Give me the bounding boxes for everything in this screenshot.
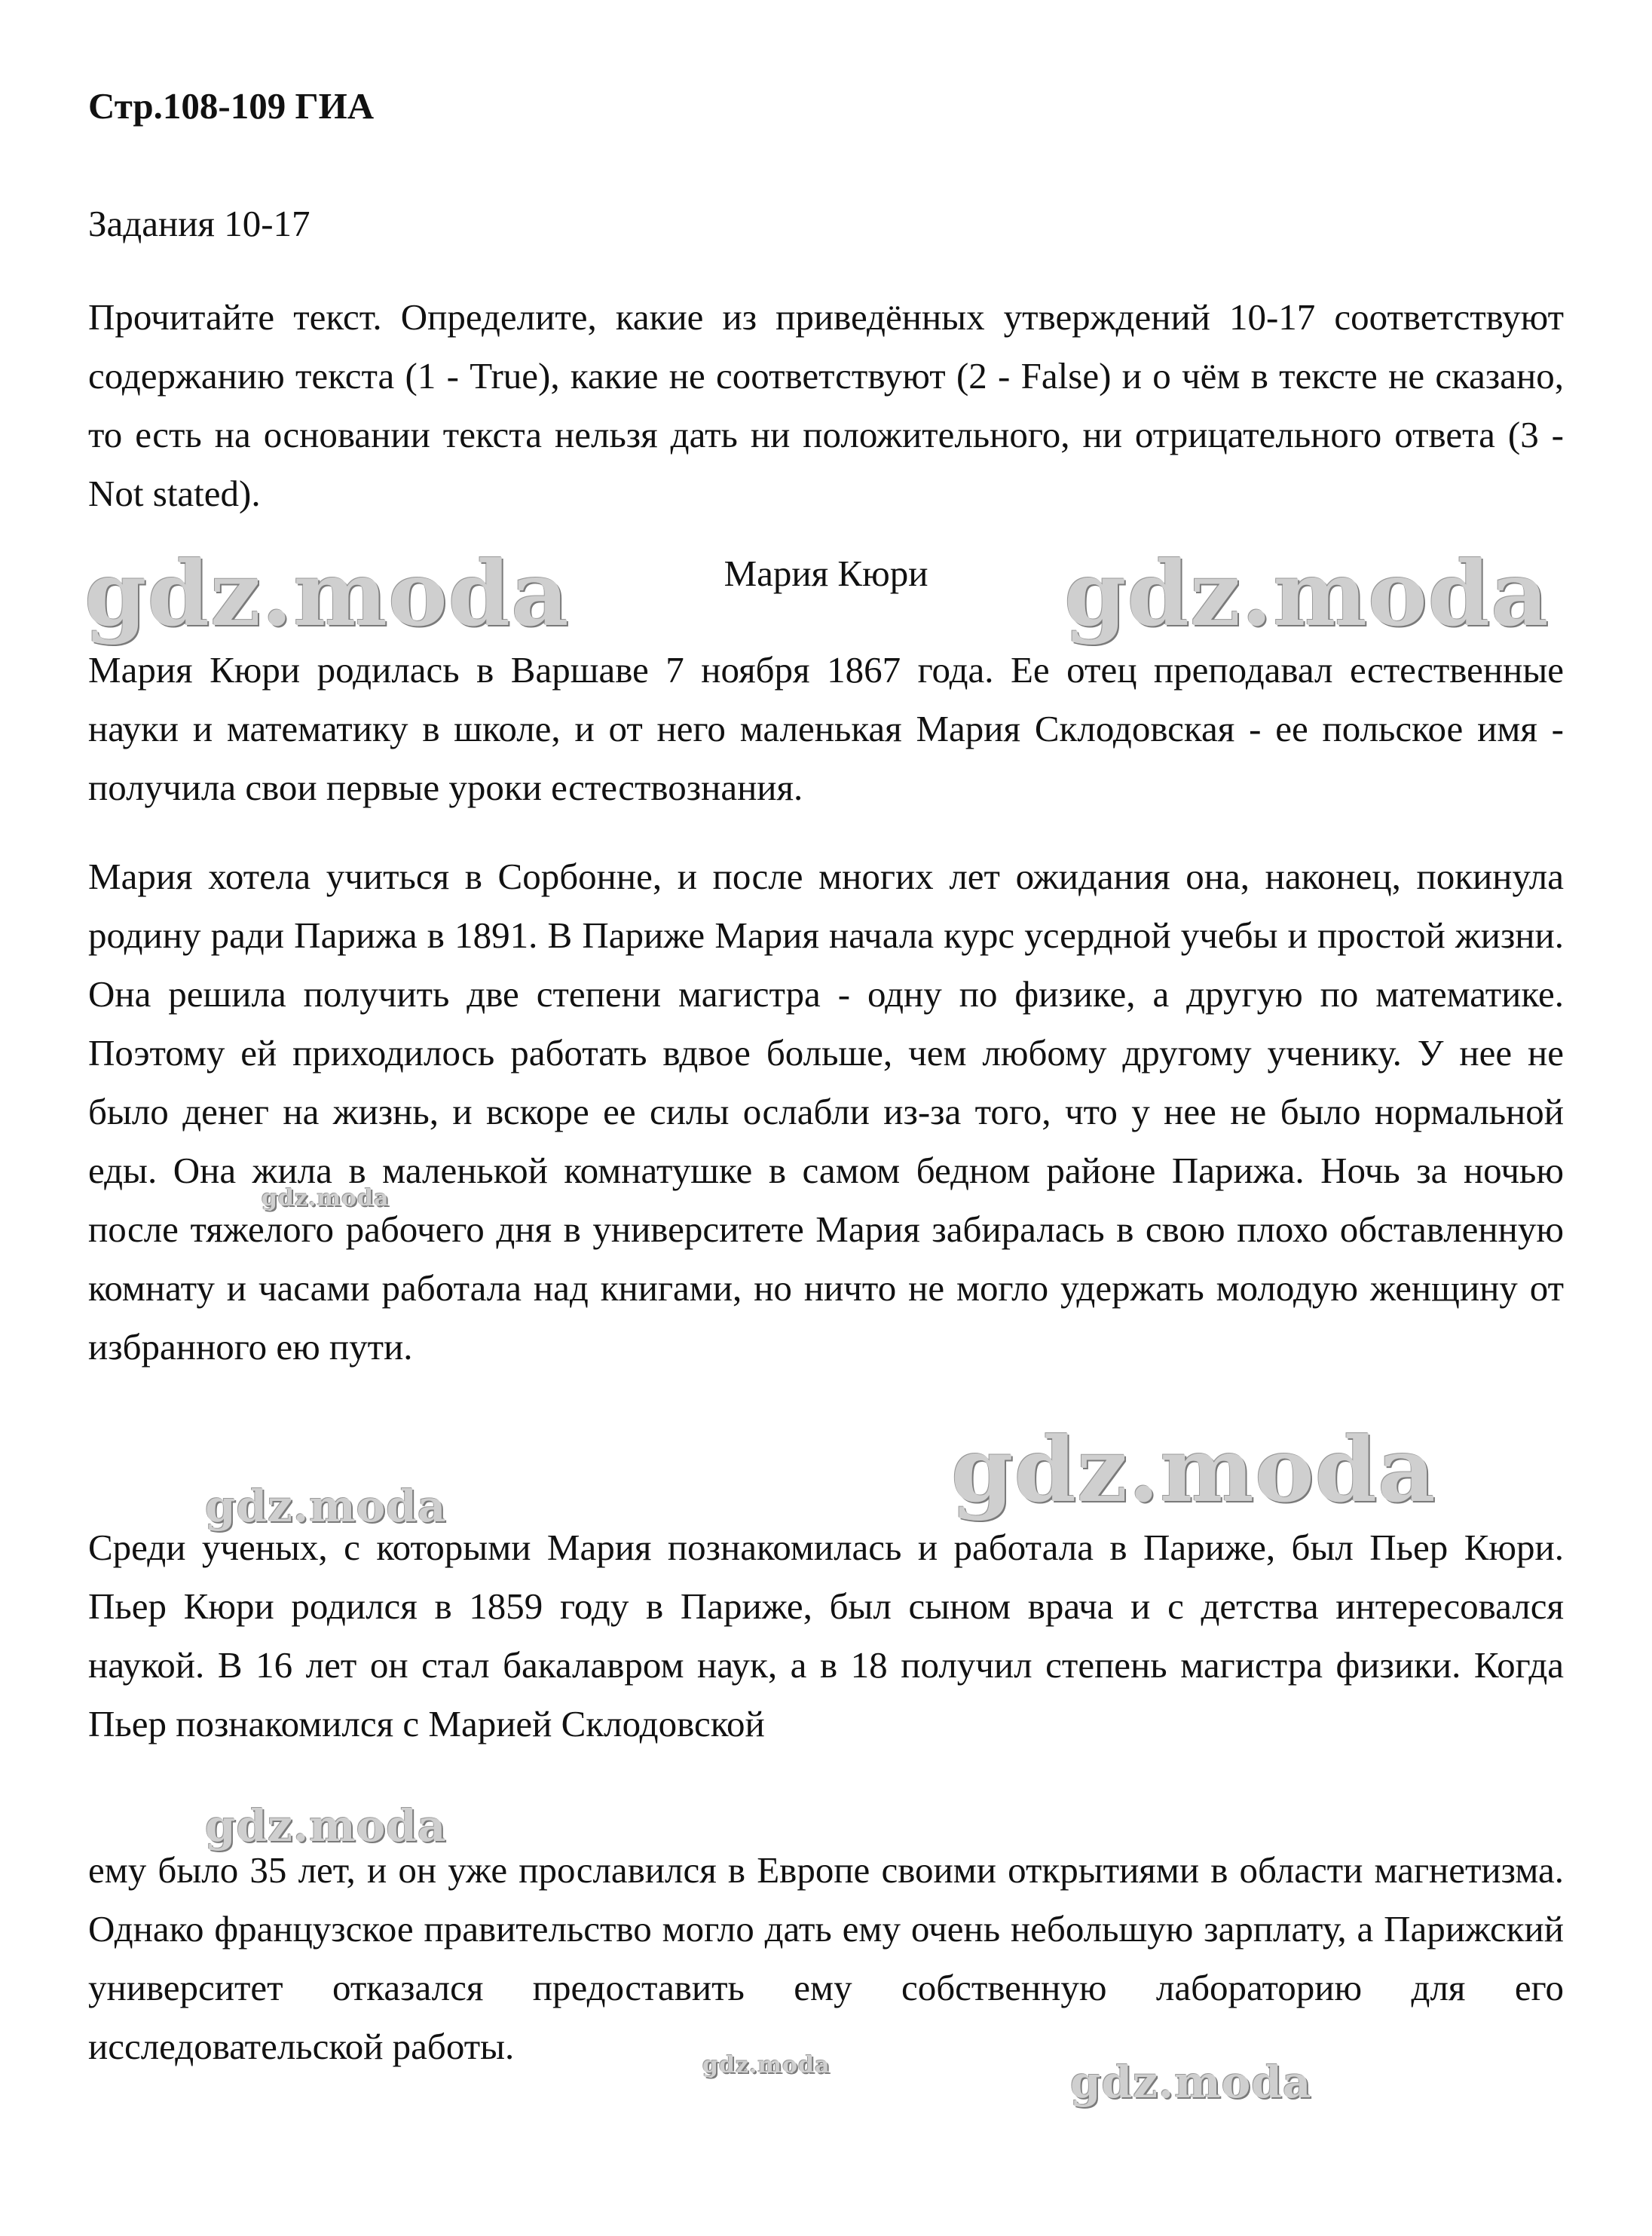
- article-paragraph-1: Мария Кюри родилась в Варшаве 7 ноября 1867 года. Ее отец преподавал естественные науки и математику в школе, и от него маленькая Мария Склодовская - ее польское имя - получила свои первые уроки естествознания.: [88, 649, 1564, 808]
- watermark-logo: gdz.moda: [205, 1481, 447, 1532]
- page-title: Стр.108-109 ГИА: [88, 85, 375, 127]
- watermark-logo: gdz.moda: [702, 2052, 831, 2078]
- watermark-logo: gdz.moda: [205, 1800, 447, 1852]
- article-paragraph-2: Мария хотела учиться в Сорбонне, и после многих лет ожидания она, наконец, покинула родину ради Парижа в 1891. В Париже Мария начала курс усердной учебы и простой жизни. Она решила получить две степени магистра - одну по физике, а другую по математике. Поэтому ей приходилось работать вдвое больше, чем любому другому ученику. У нее не было денег на жизнь, и вскоре ее силы ослабли из-за того, что у нее не было нормальной еды. Она жила в маленькой комнатушке в самом бедном районе Парижа. Ночь за ночью после тяжелого рабочего дня в университете Мария забиралась в свою плохо обставленную комнату и часами работала над книгами, но ничто не могло удержать молодую женщину от избранного ею пути.: [88, 856, 1564, 1368]
- instructions-text: Прочитайте текст. Определите, какие из приведённых утверждений 10-17 соответствуют содержанию текста (1 - True), какие не соответствуют (2 - False) и о чём в тексте не сказано, то есть на основании текста нельзя дать ни положительного, ни отрицательного ответа (3 - Not stated).: [88, 296, 1564, 514]
- watermark-logo: gdz.moda: [1070, 2057, 1312, 2108]
- watermark-logo: gdz.moda: [84, 541, 570, 646]
- watermark-logo: gdz.moda: [1064, 541, 1550, 646]
- article-paragraph-4: ему было 35 лет, и он уже прославился в Европе своими открытиями в области магнетизма. Однако французское правительство могло дать ему очень небольшую зарплату, а Парижский университет отказался предоставить ему собственную лабораторию для его исследовательской работы.: [88, 1849, 1564, 2067]
- article-title: Мария Кюри: [724, 553, 928, 594]
- task-label: Задания 10-17: [88, 203, 311, 244]
- article-paragraph-3: Среди ученых, с которыми Мария познакомилась и работала в Париже, был Пьер Кюри. Пьер Кюри родился в 1859 году в Париже, был сыном врача и с детства интересовался наукой. В 16 лет он стал бакалавром наук, а в 18 получил степень магистра физики. Когда Пьер познакомился с Марией Склодовской: [88, 1527, 1564, 1744]
- watermark-logo: gdz.moda: [951, 1417, 1436, 1522]
- watermark-logo: gdz.moda: [262, 1185, 390, 1211]
